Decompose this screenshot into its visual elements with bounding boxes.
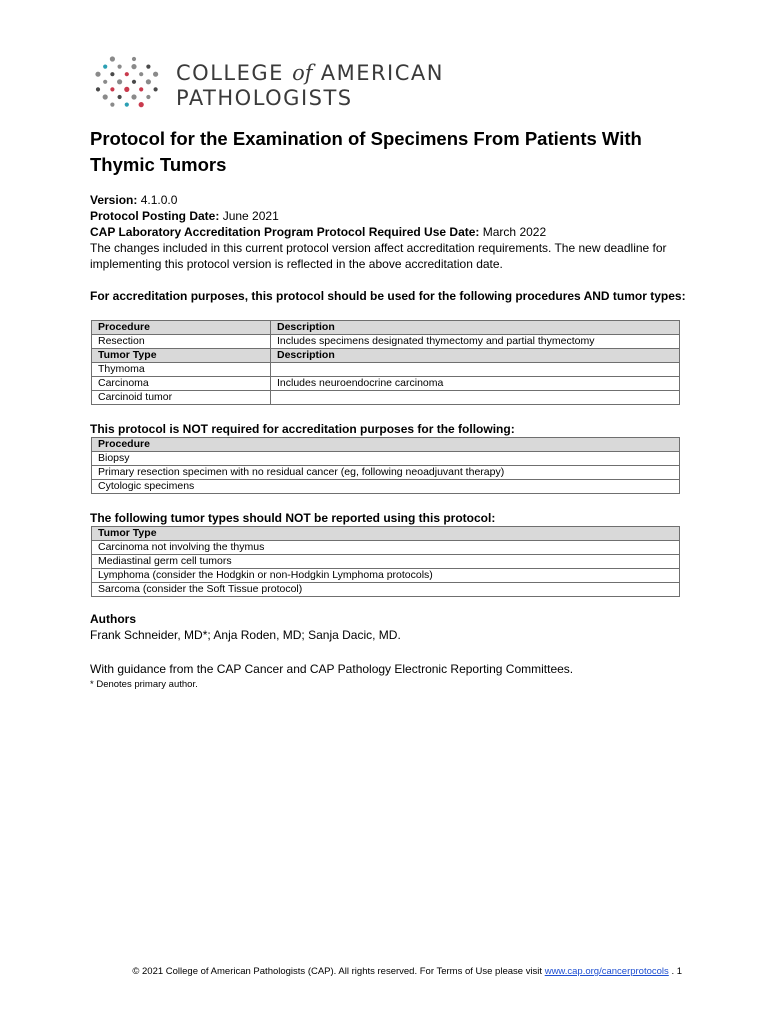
table-cell: Sarcoma (consider the Soft Tissue protocol) [92,583,680,597]
logo-dot [146,79,151,84]
logo-dot [146,95,150,99]
table-cell: Lymphoma (consider the Hodgkin or non-Hodgkin Lymphoma protocols) [92,569,680,583]
table-header-row [92,527,680,541]
table-row [92,391,680,405]
header-cell: Description [271,321,680,335]
table-row [92,452,680,466]
table-cell: Resection [92,335,271,349]
table-cell: Carcinoma not involving the thymus [92,541,680,555]
table-row [92,363,680,377]
logo-dot [117,79,122,84]
table-cell [271,363,680,377]
table-cell: Includes neuroendocrine carcinoma [271,377,680,391]
table-row [92,569,680,583]
cap-logo [94,55,474,111]
table-row [92,335,680,349]
logo-college: COLLEGE [176,61,284,85]
logo-dot [125,72,129,76]
table-row [92,377,680,391]
table-row [92,555,680,569]
logo-dot [154,87,158,91]
header-cell: Description [271,349,680,363]
required-date-label: CAP Laboratory Accreditation Program Protocol Required Use Date: [90,225,480,239]
changes-note: The changes included in this current protocol version affect accreditation requirements. The new deadline for implementing this protocol version is reflected in the above accreditation date. [90,241,667,271]
logo-dot [103,94,108,99]
logo-dot [110,87,114,91]
primary-author-note: * Denotes primary author. [90,679,198,690]
logo-dot [139,102,144,107]
logo-dot [139,72,143,76]
table-cell: Carcinoma [92,377,271,391]
logo-dot [118,65,122,69]
authors-list: Frank Schneider, MD*; Anja Roden, MD; Sanja Dacic, MD. [90,628,401,642]
table-header-row [92,349,680,363]
not-required-heading: This protocol is NOT required for accreditation purposes for the following: [90,422,515,436]
table-row [92,466,680,480]
logo-dot [95,72,100,77]
table-cell: Biopsy [92,452,680,466]
table-cell [271,391,680,405]
logo-wordmark [176,61,444,111]
posting-date-label: Protocol Posting Date: [90,209,220,223]
logo-dot [153,72,158,77]
version-value: 4.1.0.0 [140,193,178,207]
table-cell: Includes specimens designated thymectomy and partial thymectomy [271,335,680,349]
logo-dot [124,87,129,92]
protocol-meta [90,192,690,272]
accreditation-heading: For accreditation purposes, this protocol should be used for the following procedures AND tumor types: [90,289,686,303]
table-cell: Primary resection specimen with no residual cancer (eg, following neoadjuvant therapy) [92,466,680,480]
copyright-text: © 2021 College of American Pathologists (CAP). All rights reserved. For Terms of Use please visit [132,966,543,977]
logo-dot [103,80,107,84]
logo-pathologists: PATHOLOGISTS [176,86,353,110]
logo-dot [132,80,136,84]
logo-dot [118,95,122,99]
logo-dot [103,65,107,69]
logo-dot [110,72,114,76]
not-reported-table [91,526,680,597]
logo-dot [132,57,136,61]
logo-dot [146,65,150,69]
header-cell: Tumor Type [92,349,271,363]
header-cell: Tumor Type [92,527,680,541]
accreditation-table [91,320,680,405]
table-header-row [92,438,680,452]
table-row [92,583,680,597]
logo-dot [131,64,136,69]
table-header-row [92,321,680,335]
table-row [92,480,680,494]
header-cell: Procedure [92,438,680,452]
table-cell: Cytologic specimens [92,480,680,494]
not-reported-heading: The following tumor types should NOT be reported using this protocol: [90,511,496,525]
logo-dot [125,103,129,107]
authors-heading: Authors [90,612,136,626]
version-label: Version: [90,193,138,207]
logo-dot [110,56,115,61]
header-cell: Procedure [92,321,271,335]
page-footer [90,966,682,977]
required-date-value: March 2022 [482,225,547,239]
document-title: Protocol for the Examination of Specimens From Patients With Thymic Tumors [90,128,642,175]
logo-dot-mark [94,55,164,111]
page-number: . 1 [671,966,682,977]
table-cell: Mediastinal germ cell tumors [92,555,680,569]
logo-dot [96,87,100,91]
guidance-note: With guidance from the CAP Cancer and CAP Pathology Electronic Reporting Committees. [90,662,574,676]
not-required-table [91,437,680,494]
table-cell: Thymoma [92,363,271,377]
logo-dot [110,103,114,107]
logo-dot [139,87,143,91]
table-row [92,541,680,555]
logo-of: of [292,61,313,85]
logo-american: AMERICAN [320,61,444,85]
table-cell: Carcinoid tumor [92,391,271,405]
logo-dot [131,94,136,99]
cancer-protocols-link[interactable]: www.cap.org/cancerprotocols [544,966,669,977]
posting-date-value: June 2021 [222,209,279,223]
